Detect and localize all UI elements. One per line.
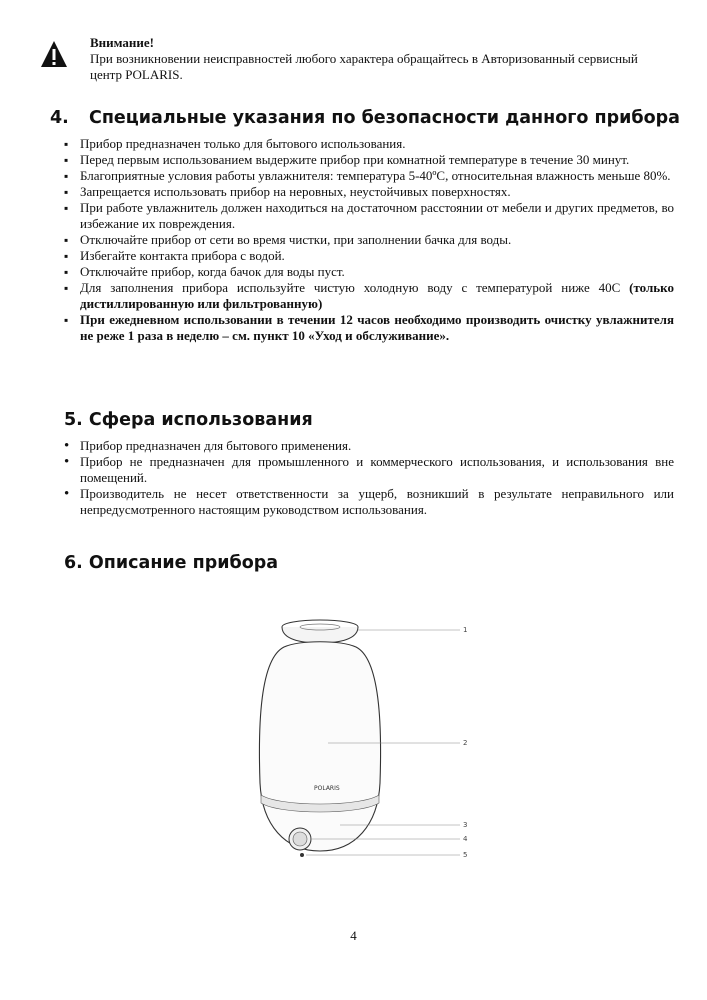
page-number: 4 <box>350 928 357 943</box>
section-4-list <box>64 136 674 344</box>
section-5-list <box>64 438 674 518</box>
list-item: ▪ Запрещается использовать прибор на неровных, неустойчивых поверхностях. <box>64 184 674 200</box>
list-item: ▪ Избегайте контакта прибора с водой. <box>64 248 674 264</box>
list-item: ▪ Отключайте прибор от сети во время чистки, при заполнении бачка для воды. <box>64 232 674 248</box>
section-4-title: Специальные указания по безопасности данного прибора <box>89 108 680 128</box>
callout-label-4: 4 <box>463 835 468 843</box>
section-6-heading: 6. Описание прибора <box>64 553 279 573</box>
diagram-brand-text: POLARIS <box>314 785 340 792</box>
warning-title: Внимание! <box>90 35 154 50</box>
diagram-top-cap-body <box>282 627 358 643</box>
diagram-body <box>259 642 380 851</box>
humidifier-diagram <box>240 615 480 875</box>
list-item: ▪ Отключайте прибор, когда бачок для воды пуст. <box>64 264 674 280</box>
diagram-indicator <box>300 853 304 857</box>
list-item: • Производитель не несет ответственности за ущерб, возникший в результате неправильного или непредусмотренного настоящим руководством использования. <box>64 486 674 518</box>
list-item: ▪ Благоприятные условия работы увлажнителя: температура 5-40ºС, относительная влажность меньше 80%. <box>64 168 674 184</box>
callout-label-1: 1 <box>463 626 468 634</box>
list-item: • Прибор не предназначен для промышленного и коммерческого использования, и использования вне помещений. <box>64 454 674 486</box>
warning-block <box>90 35 650 83</box>
diagram-knob-inner <box>293 832 307 846</box>
list-item-bold-text: (только дистиллированную или фильтрованную) <box>80 280 674 311</box>
list-item <box>64 280 674 312</box>
callout-label-2: 2 <box>463 739 468 747</box>
warning-text: При возникновении неисправностей любого характера обращайтесь в Авторизованный сервисный центр POLARIS. <box>90 51 638 82</box>
callout-label-5: 5 <box>463 851 468 859</box>
list-item-text: Для заполнения прибора используйте чистую холодную воду с температурой ниже 40С <box>80 280 630 295</box>
list-item: ▪ Перед первым использованием выдержите прибор при комнатной температуре в течение 30 минут. <box>64 152 674 168</box>
section-4-heading <box>50 108 680 128</box>
section-4-number: 4. <box>50 108 69 128</box>
list-item: • Прибор предназначен для бытового применения. <box>64 438 674 454</box>
list-item: ▪ Прибор предназначен только для бытового использования. <box>64 136 674 152</box>
list-item: ▪ При работе увлажнитель должен находиться на достаточном расстоянии от мебели и других предметов, во избежание их повреждения. <box>64 200 674 232</box>
warning-triangle-icon <box>40 40 68 68</box>
list-item: ▪ При ежедневном использовании в течении 12 часов необходимо производить очистку увлажнителя не реже 1 раза в неделю – см. пункт 10 «Уход и обслуживание». <box>64 312 674 344</box>
section-5-heading: 5. Сфера использования <box>64 410 313 430</box>
callout-label-3: 3 <box>463 821 468 829</box>
